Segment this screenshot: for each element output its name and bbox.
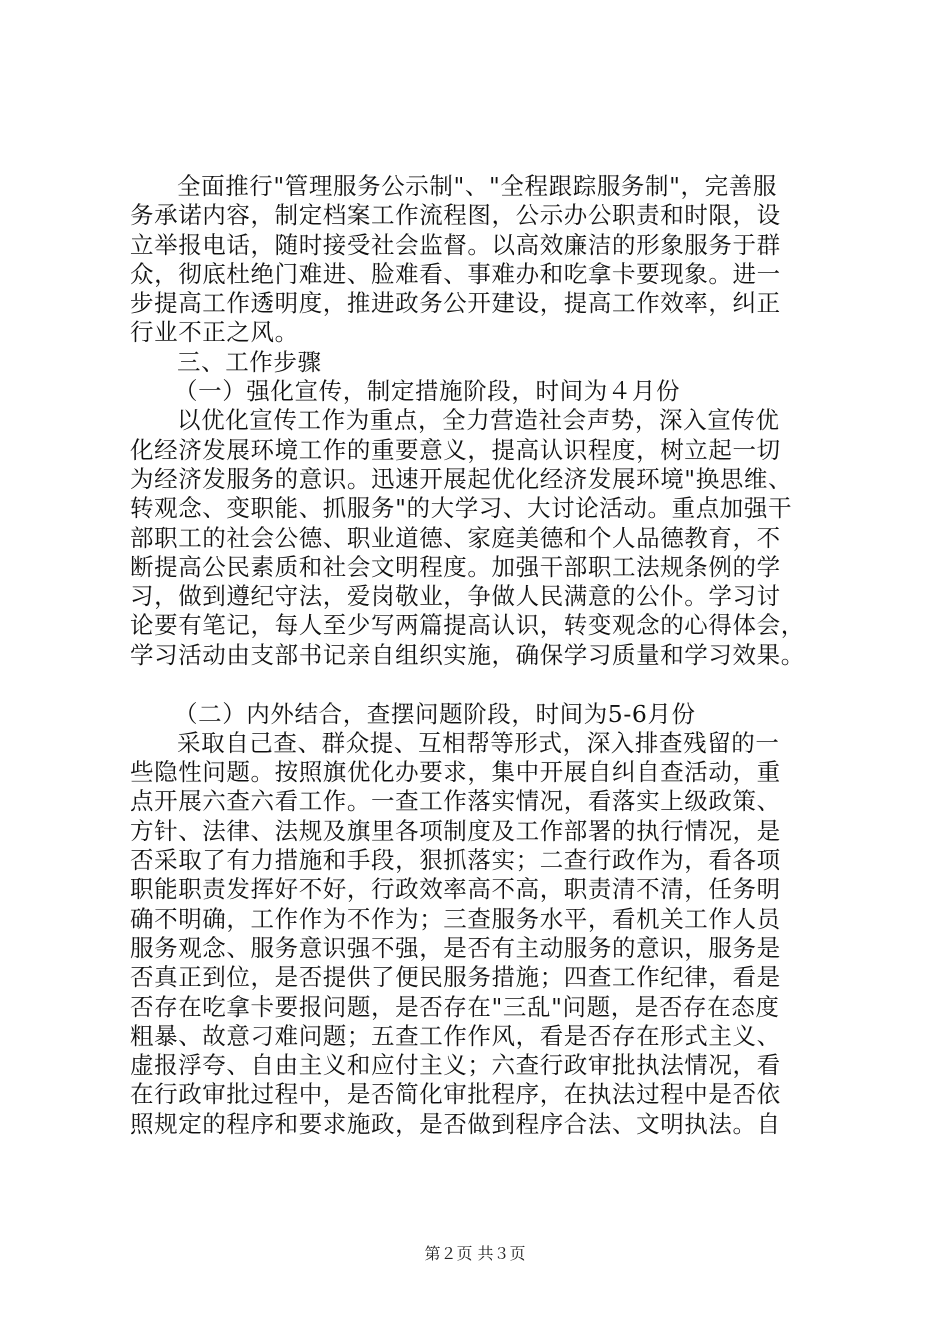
paragraph-line: 确不明确，工作作为不作为；三查服务水平，看机关工作人员 xyxy=(130,904,781,933)
paragraph-line: 立举报电话，随时接受社会监督。以高效廉洁的形象服务于群 xyxy=(130,230,781,259)
paragraph-line: 否真正到位，是否提供了便民服务措施；四查工作纪律，看是 xyxy=(130,963,781,992)
paragraph-line: 行业不正之风。 xyxy=(130,318,299,347)
section-heading: 三、工作步骤 xyxy=(177,347,322,376)
paragraph-line: 以优化宣传工作为重点，全力营造社会声势，深入宣传优 xyxy=(177,406,780,435)
paragraph-line: 否采取了有力措施和手段，狠抓落实；二查行政作为，看各项 xyxy=(130,846,781,875)
subsection-heading: （二）内外结合，查摆问题阶段，时间为5-6月份 xyxy=(174,699,696,728)
paragraph-line: 众，彻底杜绝门难进、脸难看、事难办和吃拿卡要现象。进一 xyxy=(130,259,781,288)
paragraph-line: 服务观念、服务意识强不强，是否有主动服务的意识，服务是 xyxy=(130,933,781,962)
paragraph-line: 务承诺内容，制定档案工作流程图，公示办公职责和时限，设 xyxy=(130,201,781,230)
paragraph-line: 职能职责发挥好不好，行政效率高不高，职责清不清，任务明 xyxy=(130,875,781,904)
paragraph-line: 点开展六查六看工作。一查工作落实情况，看落实上级政策、 xyxy=(130,787,781,816)
paragraph-line: 虚报浮夸、自由主义和应付主义；六查行政审批执法情况，看 xyxy=(130,1051,781,1080)
paragraph-line: 照规定的程序和要求施政，是否做到程序合法、文明执法。自 xyxy=(130,1109,781,1138)
paragraph-line: 论要有笔记，每人至少写两篇提高认识，转变观念的心得体会， xyxy=(130,611,805,640)
paragraph-line: 化经济发展环境工作的重要意义，提高认识程度，树立起一切 xyxy=(130,435,781,464)
paragraph-line: 些隐性问题。按照旗优化办要求，集中开展自纠自查活动，重 xyxy=(130,758,781,787)
paragraph-line: 部职工的社会公德、职业道德、家庭美德和个人品德教育，不 xyxy=(130,523,781,552)
paragraph-line: 转观念、变职能、抓服务"的大学习、大讨论活动。重点加强干 xyxy=(130,494,793,523)
paragraph-line: 习，做到遵纪守法，爱岗敬业，争做人民满意的公仆。学习讨 xyxy=(130,582,781,611)
paragraph-line: 断提高公民素质和社会文明程度。加强干部职工法规条例的学 xyxy=(130,552,781,581)
paragraph-line: 采取自己查、群众提、互相帮等形式，深入排查残留的一 xyxy=(177,728,780,757)
paragraph-line: 方针、法律、法规及旗里各项制度及工作部署的执行情况，是 xyxy=(130,816,781,845)
document-body xyxy=(130,172,830,1139)
paragraph-line: 否存在吃拿卡要报问题，是否存在"三乱"问题，是否存在态度 xyxy=(130,992,780,1021)
paragraph-line: 为经济发服务的意识。迅速开展起优化经济发展环境"换思维、 xyxy=(130,464,793,493)
subsection-heading: （一）强化宣传，制定措施阶段，时间为４月份 xyxy=(174,377,681,406)
paragraph-spacer xyxy=(130,670,830,700)
paragraph-line: 在行政审批过程中，是否简化审批程序，在执法过程中是否依 xyxy=(130,1080,781,1109)
page-number-footer: 第２页 共３页 xyxy=(424,1244,526,1263)
paragraph-line: 粗暴、故意刁难问题；五查工作作风，看是否存在形式主义、 xyxy=(130,1021,781,1050)
paragraph-line: 全面推行"管理服务公示制"、"全程跟踪服务制"，完善服 xyxy=(177,172,777,200)
paragraph-line: 步提高工作透明度，推进政务公开建设，提高工作效率，纠正 xyxy=(130,289,781,318)
paragraph-line: 学习活动由支部书记亲自组织实施，确保学习质量和学习效果。 xyxy=(130,640,805,669)
